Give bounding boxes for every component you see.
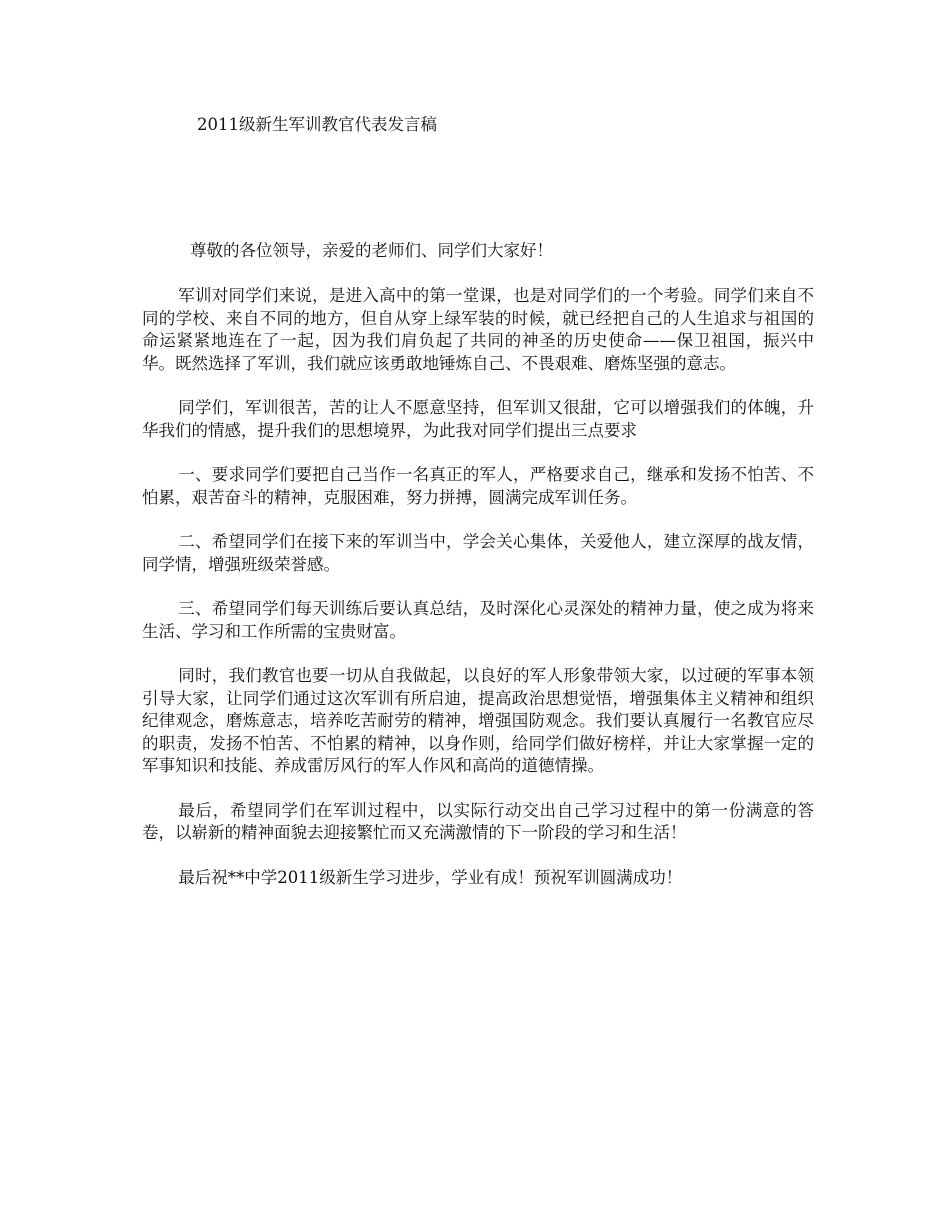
- document-body: [142, 285, 814, 911]
- document-title: 2011级新生军训教官代表发言稿: [197, 115, 437, 134]
- paragraph-closing: 最后，希望同学们在军训过程中，以实际行动交出自己学习过程中的第一份满意的答卷，以崭新的精神面貌去迎接繁忙而又充满激情的下一阶段的学习和生活！: [142, 800, 814, 842]
- paragraph-requirement-3: 三、希望同学们每天训练后要认真总结，及时深化心灵深处的精神力量，使之成为将来生活、学习和工作所需的宝贵财富。: [142, 599, 814, 641]
- greeting-line: 尊敬的各位领导，亲爱的老师们、同学们大家好！: [190, 241, 553, 260]
- paragraph-instructors: 同时，我们教官也要一切从自我做起，以良好的军人形象带领大家，以过硬的军事本领引导大家，让同学们通过这次军训有所启迪，提高政治思想觉悟，增强集体主义精神和组织纪律观念，磨炼意志，培养吃苦耐劳的精神，增强国防观念。我们要认真履行一名教官应尽的职责，发扬不怕苦、不怕累的精神，以身作则，给同学们做好榜样，并让大家掌握一定的军事知识和技能、养成雷厉风行的军人作风和高尚的道德情操。: [142, 666, 814, 775]
- paragraph-wishes: 最后祝**中学2011级新生学习进步，学业有成！预祝军训圆满成功！: [178, 867, 683, 887]
- paragraph-hardship: 同学们，军训很苦，苦的让人不愿意坚持，但军训又很甜，它可以增强我们的体魄，升华我们的情感，提升我们的思想境界，为此我对同学们提出三点要求: [142, 398, 814, 440]
- paragraph-requirement-1: 一、要求同学们要把自己当作一名真正的军人，严格要求自己，继承和发扬不怕苦、不怕累，艰苦奋斗的精神，克服困难，努力拼搏，圆满完成军训任务。: [142, 465, 814, 507]
- paragraph-intro: 军训对同学们来说，是进入高中的第一堂课，也是对同学们的一个考验。同学们来自不同的学校、来自不同的地方，但自从穿上绿军装的时候，就已经把自己的人生追求与祖国的命运紧紧地连在了一起，因为我们肩负起了共同的神圣的历史使命——保卫祖国，振兴中华。既然选择了军训，我们就应该勇敢地锤炼自己、不畏艰难、磨炼坚强的意志。: [142, 286, 814, 373]
- paragraph-requirement-2: 二、希望同学们在接下来的军训当中，学会关心集体，关爱他人，建立深厚的战友情，同学情，增强班级荣誉感。: [142, 532, 814, 574]
